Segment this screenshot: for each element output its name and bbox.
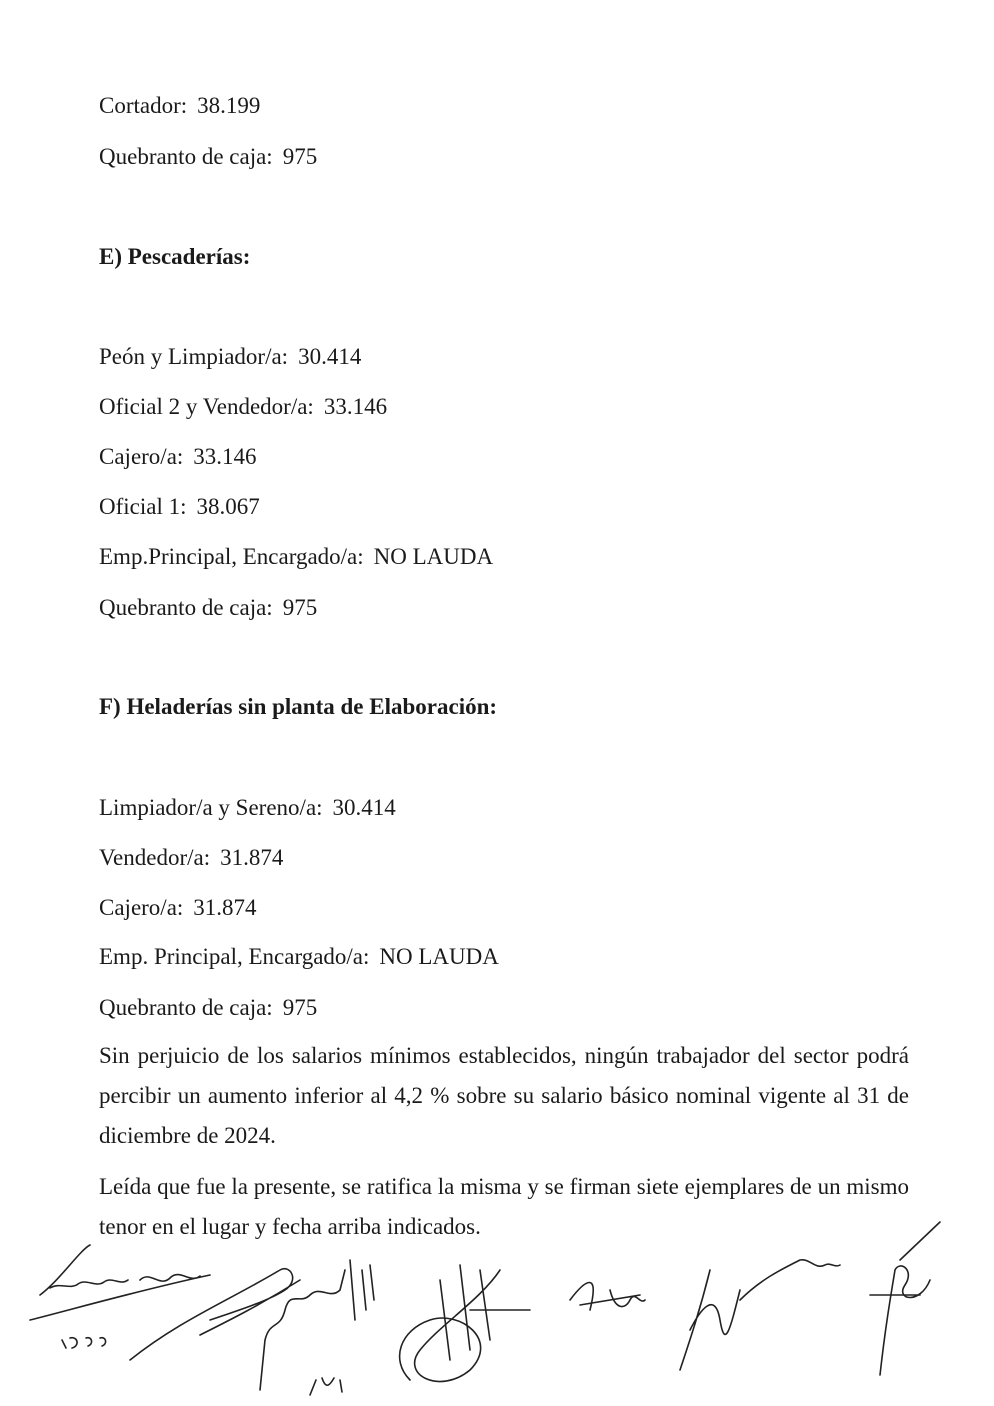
item-label: Peón y Limpiador/a: — [99, 344, 289, 369]
signature-3 — [260, 1260, 374, 1395]
list-item — [99, 392, 387, 422]
item-value: 31.874 — [193, 895, 257, 920]
item-label: Emp. Principal, Encargado/a: — [99, 944, 370, 969]
list-item — [99, 492, 260, 522]
item-value: 30.414 — [332, 795, 396, 820]
section-e-heading: E) Pescaderías: — [99, 244, 251, 269]
item-label: Cajero/a: — [99, 444, 184, 469]
item-label: Cortador: — [99, 93, 188, 118]
list-item — [99, 542, 493, 572]
item-label: Quebranto de caja: — [99, 995, 273, 1020]
signatures-block — [0, 1210, 994, 1406]
signature-2 — [130, 1269, 300, 1360]
list-item — [99, 793, 396, 823]
item-value: NO LAUDA — [373, 544, 494, 569]
item-label: Emp.Principal, Encargado/a: — [99, 544, 364, 569]
list-item — [99, 942, 499, 972]
item-label: Quebranto de caja: — [99, 144, 273, 169]
item-label: Quebranto de caja: — [99, 595, 273, 620]
list-item — [99, 993, 317, 1023]
paragraph-salary-increase: Sin perjuicio de los salarios mínimos establecidos, ningún trabajador del sector podrá percibir un aumento inferior al 4,2 % sobre su salario básico nominal vigente al 31 de diciembre de 2024. — [99, 1043, 909, 1148]
list-item — [99, 893, 257, 923]
item-value: NO LAUDA — [379, 944, 499, 969]
item-value: 38.199 — [197, 93, 261, 118]
signature-4 — [400, 1265, 530, 1381]
item-cortador — [99, 91, 260, 121]
signature-1 — [30, 1245, 210, 1348]
list-item — [99, 593, 317, 623]
list-item — [99, 843, 283, 873]
list-item — [99, 342, 361, 372]
item-label: Cajero/a: — [99, 895, 184, 920]
item-value: 31.874 — [220, 845, 284, 870]
signature-5 — [570, 1283, 645, 1311]
item-value: 975 — [282, 995, 318, 1020]
signature-6 — [680, 1260, 840, 1370]
list-item — [99, 442, 257, 472]
paragraph-ratification: Leída que fue la presente, se ratifica la misma y se firman siete ejemplares de un mismo tenor en el lugar y fecha arriba indicados. — [99, 1174, 909, 1239]
item-quebranto — [99, 142, 317, 172]
item-label: Vendedor/a: — [99, 845, 211, 870]
item-value: 38.067 — [196, 494, 260, 519]
section-f-heading: F) Heladerías sin planta de Elaboración: — [99, 694, 498, 719]
item-value: 33.146 — [323, 394, 388, 419]
item-value: 33.146 — [193, 444, 257, 469]
item-value: 975 — [282, 144, 318, 169]
item-label: Limpiador/a y Sereno/a: — [99, 795, 323, 820]
item-value: 975 — [282, 595, 318, 620]
item-label: Oficial 2 y Vendedor/a: — [99, 394, 314, 419]
item-value: 30.414 — [298, 344, 362, 369]
signature-7 — [870, 1222, 940, 1375]
item-label: Oficial 1: — [99, 494, 187, 519]
